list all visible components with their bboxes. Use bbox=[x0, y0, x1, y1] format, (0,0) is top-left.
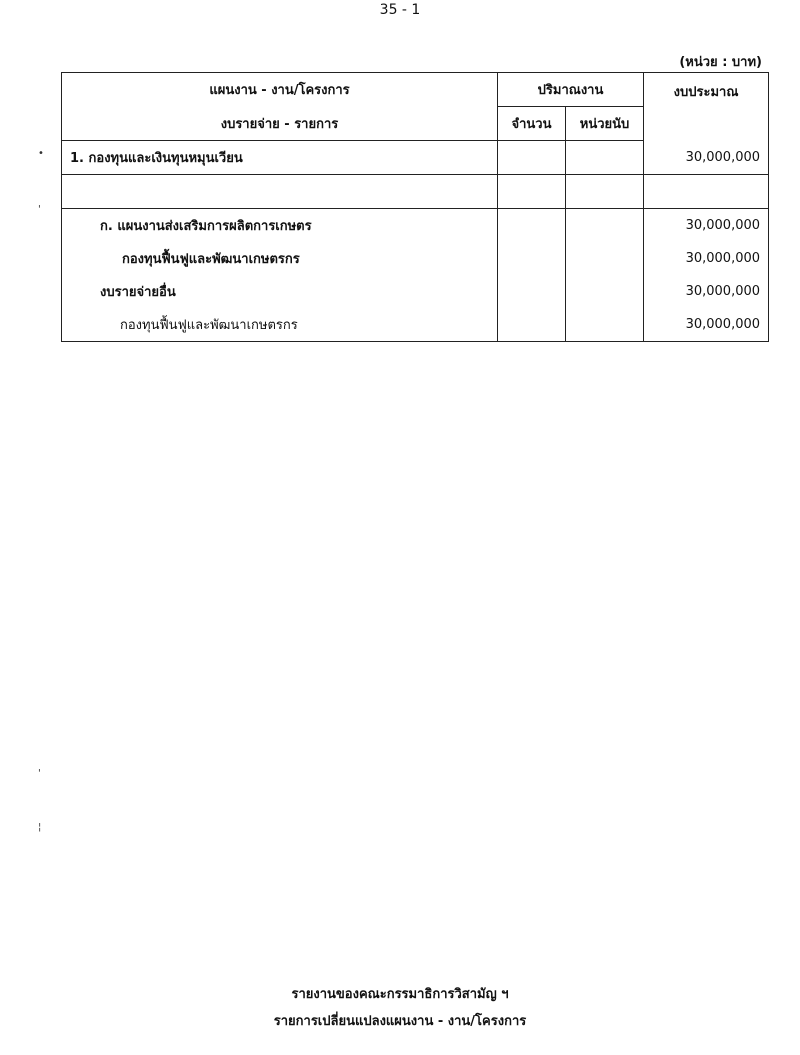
row-unit bbox=[566, 275, 644, 308]
table-header-row bbox=[62, 73, 769, 107]
row-count bbox=[498, 242, 566, 275]
header-unit: หน่วยนับ bbox=[566, 107, 644, 141]
row-unit bbox=[566, 308, 644, 342]
row-label: กองทุนฟื้นฟูและพัฒนาเกษตรกร bbox=[62, 308, 498, 342]
row-amount: 30,000,000 bbox=[644, 141, 769, 175]
row-count bbox=[498, 275, 566, 308]
row-label: กองทุนฟื้นฟูและพัฒนาเกษตรกร bbox=[62, 242, 498, 275]
table-row bbox=[62, 275, 769, 308]
row-amount: 30,000,000 bbox=[644, 209, 769, 243]
row-amount: 30,000,000 bbox=[644, 275, 769, 308]
row-unit bbox=[566, 242, 644, 275]
row-count bbox=[498, 141, 566, 175]
row-unit bbox=[566, 141, 644, 175]
row-amount: 30,000,000 bbox=[644, 242, 769, 275]
row-label: ก. แผนงานส่งเสริมการผลิตการเกษตร bbox=[62, 209, 498, 243]
header-expense: งบรายจ่าย - รายการ bbox=[62, 107, 498, 141]
footer-line-1: รายงานของคณะกรรมาธิการวิสามัญ ฯ bbox=[291, 987, 509, 1002]
row-amount: 30,000,000 bbox=[644, 308, 769, 342]
table-row bbox=[62, 209, 769, 243]
row-label: งบรายจ่ายอื่น bbox=[62, 275, 498, 308]
scan-speck: • bbox=[38, 148, 44, 159]
scan-speck: ¦ bbox=[38, 822, 42, 833]
table-row bbox=[62, 242, 769, 275]
budget-table bbox=[61, 72, 769, 342]
table-row bbox=[62, 141, 769, 175]
page-number: 35 - 1 bbox=[379, 2, 421, 18]
header-count: จำนวน bbox=[498, 107, 566, 141]
row-divider bbox=[62, 175, 769, 209]
footer-line-2: รายการเปลี่ยนแปลงแผนงาน - งาน/โครงการ bbox=[273, 1014, 527, 1029]
table-row bbox=[62, 308, 769, 342]
row-count bbox=[498, 209, 566, 243]
header-plan: แผนงาน - งาน/โครงการ bbox=[62, 73, 498, 107]
row-unit bbox=[566, 209, 644, 243]
row-count bbox=[498, 308, 566, 342]
header-budget: งบประมาณ bbox=[644, 73, 769, 141]
header-quantity: ปริมาณงาน bbox=[498, 73, 644, 107]
unit-label: (หน่วย : บาท) bbox=[679, 55, 762, 70]
row-label: 1. กองทุนและเงินทุนหมุนเวียน bbox=[62, 141, 498, 175]
scan-speck: ' bbox=[38, 204, 41, 215]
scan-speck: ' bbox=[38, 768, 41, 779]
